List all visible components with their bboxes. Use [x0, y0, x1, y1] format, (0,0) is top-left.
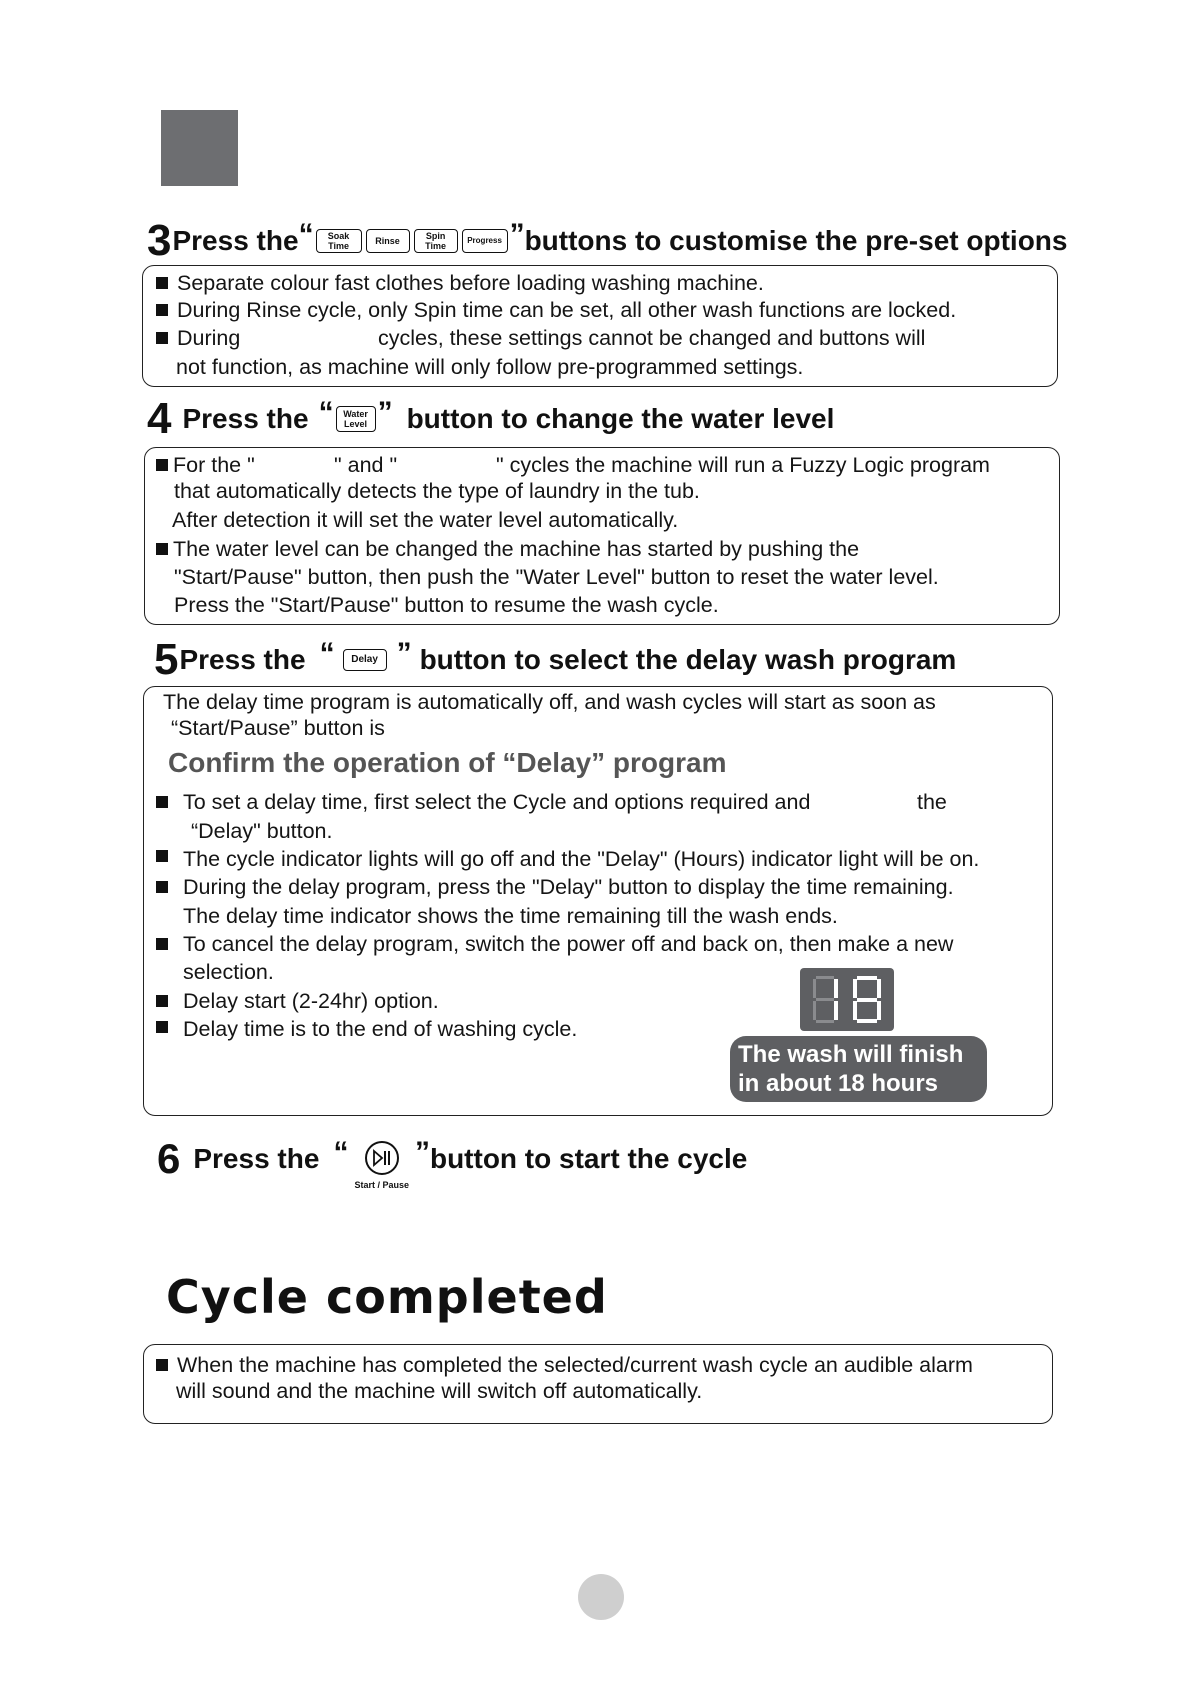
cycle-completed-title: Cycle completed — [166, 1270, 608, 1324]
list-item: To cancel the delay program, switch the power off and back on, then make a new — [183, 932, 954, 956]
list-item-continued: "Start/Pause" button, then push the "Water Level" button to reset the water level. — [174, 565, 939, 589]
list-item-continued: that automatically detects the type of laundry in the tub. — [174, 479, 700, 503]
heading-rest: button to start the cycle — [429, 1143, 748, 1174]
close-quote: ” — [509, 218, 525, 251]
bullet — [156, 938, 168, 950]
list-item: The cycle indicator lights will go off and the "Delay" (Hours) indicator light will be on. — [183, 847, 980, 871]
heading-press-the: Press the — [193, 1143, 320, 1174]
header-tab-block — [161, 110, 238, 186]
water-level-button-icon: Water Level — [336, 406, 376, 432]
list-item: The water level can be changed the machine has started by pushing the — [156, 537, 859, 562]
badge-line-2: in about 18 hours — [738, 1070, 939, 1097]
bullet — [156, 881, 168, 893]
list-item: Delay start (2-24hr) option. — [183, 989, 439, 1013]
list-item-continued: “Delay" button. — [191, 819, 333, 843]
seven-segment-digits — [800, 968, 894, 1031]
spin-time-button-icon: Spin Time — [414, 229, 458, 253]
list-item-continued: " cycles the machine will run a Fuzzy Logic program — [496, 453, 990, 477]
open-quote: “ — [318, 396, 334, 429]
heading-rest: button to change the water level — [406, 403, 835, 434]
start-pause-button-icon — [354, 1140, 409, 1190]
intro-line: The delay time program is automatically off, and wash cycles will start as soon as — [163, 690, 936, 714]
rinse-button-icon: Rinse — [366, 229, 410, 253]
heading-press-the: Press the — [179, 644, 306, 675]
close-quote: ” — [377, 396, 393, 429]
list-item: During — [156, 326, 240, 351]
badge-line-1: The wash will finish — [738, 1041, 964, 1068]
list-item-continued: After detection it will set the water level automatically. — [172, 508, 679, 532]
page-number-circle — [578, 1574, 624, 1620]
delay-display — [800, 968, 894, 1031]
close-quote: ” — [414, 1136, 430, 1169]
bullet — [156, 796, 168, 808]
heading-press-the: Press the — [182, 403, 309, 434]
step-number: 3 — [147, 216, 171, 265]
section-4-heading — [147, 394, 834, 444]
section-3-heading — [147, 216, 1067, 266]
step-number: 6 — [157, 1135, 180, 1182]
list-item-continued: Press the "Start/Pause" button to resume the wash cycle. — [174, 593, 719, 617]
delay-button-icon: Delay — [343, 649, 387, 671]
list-item: To set a delay time, first select the Cycle and options required and — [183, 790, 811, 814]
bullet — [156, 1021, 168, 1033]
heading-rest: buttons to customise the pre-set options — [524, 225, 1068, 256]
section-6-heading — [157, 1134, 748, 1190]
bullet — [156, 995, 168, 1007]
intro-line: “Start/Pause” button is — [171, 716, 385, 740]
heading-press-the: Press the — [172, 225, 299, 256]
play-pause-icon — [364, 1140, 400, 1176]
list-item: Separate colour fast clothes before loading washing machine. — [156, 271, 764, 296]
open-quote: “ — [298, 218, 314, 251]
progress-button-icon: Progress — [462, 229, 508, 253]
step-number: 5 — [154, 635, 178, 684]
bullet — [156, 850, 168, 862]
open-quote: “ — [333, 1136, 349, 1169]
step-number: 4 — [147, 394, 171, 443]
list-item: For the " — [156, 453, 255, 478]
confirm-subheading: Confirm the operation of “Delay” program — [168, 747, 727, 778]
list-item-continued: The delay time indicator shows the time remaining till the wash ends. — [183, 904, 838, 928]
open-quote: “ — [319, 637, 335, 670]
list-item: During the delay program, press the "Delay" button to display the time remaining. — [183, 875, 954, 899]
list-item: When the machine has completed the selected/current wash cycle an audible alarm — [156, 1353, 973, 1378]
list-item: During Rinse cycle, only Spin time can be set, all other wash functions are locked. — [156, 298, 956, 323]
heading-rest: button to select the delay wash program — [419, 644, 957, 675]
list-item-continued: not function, as machine will only follow pre-programmed settings. — [176, 355, 804, 379]
close-quote: ” — [396, 637, 412, 670]
start-pause-label: Start / Pause — [354, 1180, 409, 1190]
list-item-continued: will sound and the machine will switch off automatically. — [176, 1379, 703, 1403]
list-item-continued: " and " — [334, 453, 398, 477]
section-5-heading — [154, 635, 956, 685]
soak-time-button-icon: Soak Time — [316, 229, 362, 253]
finish-time-badge — [730, 1036, 987, 1102]
list-item-continued: cycles, these settings cannot be changed and buttons will — [378, 326, 926, 350]
list-item-continued: the — [917, 790, 947, 814]
list-item: Delay time is to the end of washing cycle. — [183, 1017, 578, 1041]
list-item-continued: selection. — [183, 960, 274, 984]
